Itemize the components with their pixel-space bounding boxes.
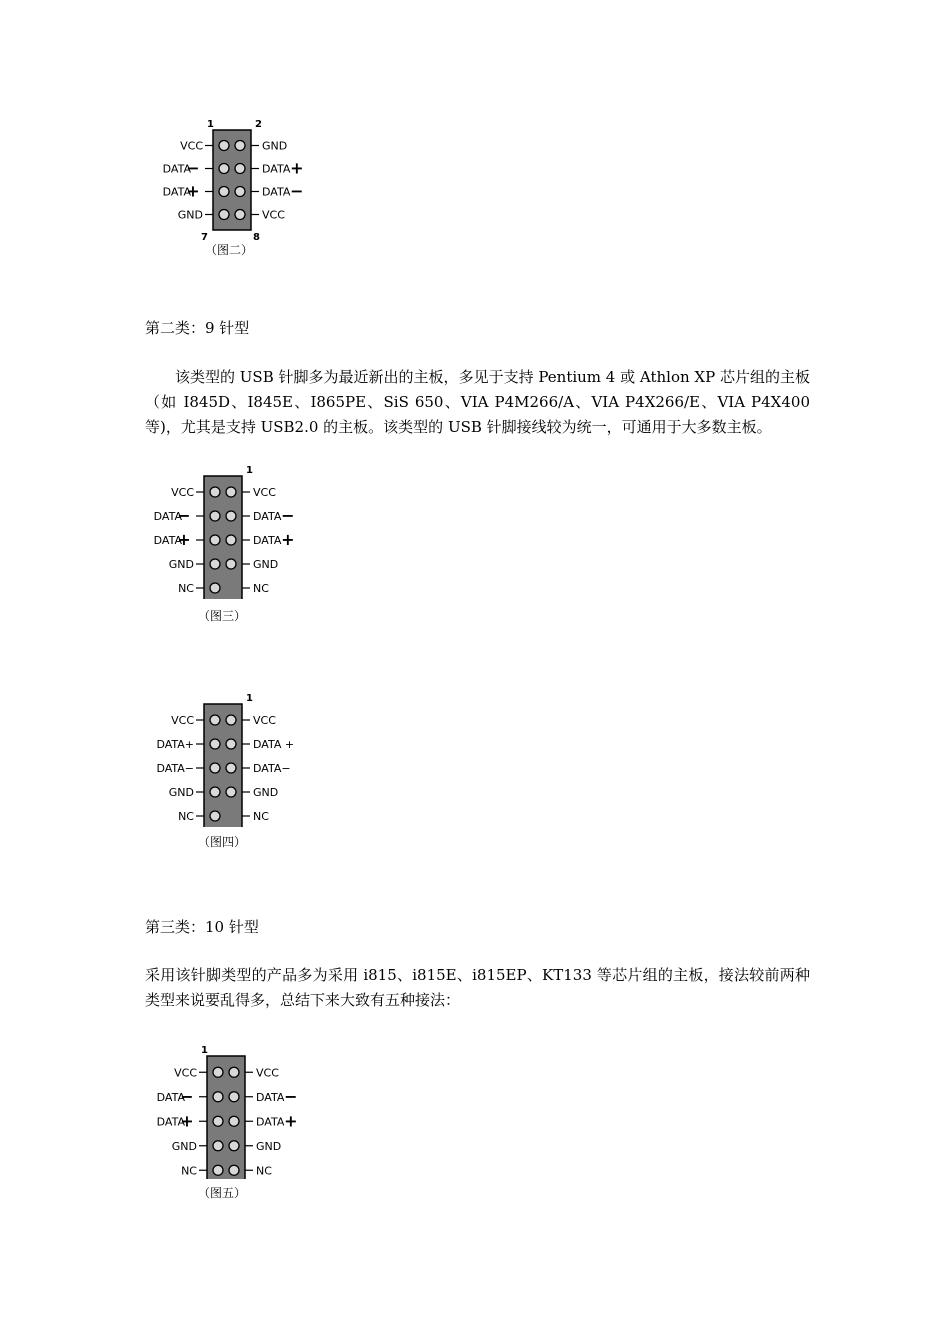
- figure-2-caption: （图二）: [205, 243, 254, 257]
- pin-left: [210, 787, 220, 797]
- pin-right: [229, 1067, 239, 1077]
- pin-number: 7: [201, 232, 208, 240]
- pin-right: [226, 511, 236, 521]
- header-body: [204, 704, 242, 827]
- pin-left: [213, 1067, 223, 1077]
- figure-5: [140, 1044, 320, 1179]
- pin-label-right: GND: [256, 1139, 282, 1153]
- pin-label-left: GND: [171, 1139, 197, 1153]
- pin-right: [226, 487, 236, 497]
- header-body: [204, 476, 242, 599]
- pin-number: 2: [255, 119, 262, 130]
- pin-label-left: NC: [178, 582, 194, 595]
- pin-label-right: NC: [253, 582, 269, 595]
- pin-sign-left: +: [177, 530, 191, 549]
- pin-left: [210, 763, 220, 773]
- pin-label-right: DATA: [256, 1115, 285, 1129]
- pin-label-right: VCC: [256, 1066, 279, 1080]
- pin-sign-right: −: [284, 1086, 298, 1106]
- pin-left: [210, 739, 220, 749]
- pin-label-left: NC: [181, 1164, 197, 1178]
- pin-right: [229, 1165, 239, 1175]
- pin-left: [210, 583, 220, 593]
- pin-left: [210, 535, 220, 545]
- pin-left: [210, 559, 220, 569]
- pin-left: [219, 187, 229, 197]
- pin-label-right: DATA: [256, 1090, 285, 1104]
- pin-sign-right: +: [284, 1111, 298, 1131]
- pin-label-left: VCC: [180, 139, 203, 153]
- pin-label-right: DATA: [253, 510, 282, 523]
- pin-sign-right: +: [290, 158, 304, 178]
- figure-4: [140, 692, 320, 827]
- pin-label-left: DATA: [153, 510, 182, 523]
- pin-label-left: VCC: [171, 486, 194, 499]
- pin-left: [210, 487, 220, 497]
- figure-3: [140, 464, 320, 599]
- pin-number: 1: [207, 119, 214, 130]
- pin-label-left: DATA+: [156, 738, 194, 751]
- pin-right: [226, 739, 236, 749]
- pin-label-left: GND: [168, 558, 194, 571]
- pin-label-right: DATA−: [253, 762, 291, 775]
- pin-right: [235, 210, 245, 220]
- pin-label-right: GND: [253, 786, 279, 799]
- pin-right: [229, 1092, 239, 1102]
- pin-number: 1: [201, 1045, 208, 1056]
- pin-label-right: NC: [256, 1164, 272, 1178]
- figure-3-caption: （图三）: [198, 609, 247, 623]
- pin-right: [226, 535, 236, 545]
- pin-sign-right: −: [281, 506, 295, 525]
- pin-header-diagram-fig3: [140, 464, 320, 599]
- pin-left: [210, 511, 220, 521]
- pin-sign-left: −: [180, 1086, 194, 1106]
- pin-label-right: VCC: [253, 486, 276, 499]
- pin-label-right: DATA: [262, 185, 291, 199]
- pin-left: [210, 811, 220, 821]
- section-2-heading: 第二类：9 针型: [145, 319, 250, 337]
- pin-right: [229, 1116, 239, 1126]
- pin-left: [213, 1116, 223, 1126]
- pin-right: [235, 141, 245, 151]
- pin-sign-left: −: [186, 158, 200, 178]
- figure-2: [140, 115, 320, 240]
- section-3-heading: 第三类：10 针型: [145, 918, 259, 936]
- section-2-paragraph: 该类型的 USB 针脚多为最近新出的主板，多见于支持 Pentium 4 或 Athlon XP 芯片组的主板（如 I845D、I845E、I865PE、SiS 650、VIA P4M266/A、VIA P4X266/E、VIA P4X400 等)，尤其是支持 USB2.0 的主板。该类型的 USB 针脚接线较为统一，可通用于大多数主板。: [145, 368, 810, 436]
- section-3-paragraph: 采用该针脚类型的产品多为采用 i815、i815E、i815EP、KT133 等芯片组的主板，接法较前两种类型来说要乱得多，总结下来大致有五种接法：: [145, 966, 810, 1009]
- pin-number: 1: [246, 693, 253, 704]
- pin-label-left: DATA: [156, 1115, 185, 1129]
- pin-header-diagram-fig5: [140, 1044, 320, 1179]
- pin-right: [229, 1141, 239, 1151]
- pin-label-left: GND: [168, 786, 194, 799]
- pin-label-left: DATA: [156, 1090, 185, 1104]
- pin-right: [226, 787, 236, 797]
- figure-4-caption: （图四）: [198, 835, 247, 849]
- pin-right: [226, 559, 236, 569]
- pin-label-right: DATA: [253, 534, 282, 547]
- pin-label-right: GND: [262, 139, 288, 153]
- pin-sign-right: +: [281, 530, 295, 549]
- pin-left: [213, 1165, 223, 1175]
- pin-label-left: VCC: [174, 1066, 197, 1080]
- pin-sign-left: +: [186, 181, 200, 201]
- pin-right: [235, 187, 245, 197]
- pin-left: [210, 715, 220, 725]
- pin-left: [219, 210, 229, 220]
- pin-sign-left: −: [177, 506, 191, 525]
- pin-label-right: VCC: [262, 208, 285, 222]
- pin-label-left: VCC: [171, 714, 194, 727]
- pin-label-left: NC: [178, 810, 194, 823]
- pin-label-right: VCC: [253, 714, 276, 727]
- pin-label-left: DATA: [162, 185, 191, 199]
- pin-right: [226, 763, 236, 773]
- pin-sign-right: −: [290, 181, 304, 201]
- pin-right: [226, 715, 236, 725]
- pin-label-right: NC: [253, 810, 269, 823]
- pin-left: [219, 141, 229, 151]
- pin-label-left: DATA: [162, 162, 191, 176]
- pin-number: 1: [246, 465, 253, 476]
- header-body: [207, 1056, 245, 1179]
- pin-sign-left: +: [180, 1111, 194, 1131]
- pin-label-left: DATA: [153, 534, 182, 547]
- pin-label-right: DATA +: [253, 738, 295, 751]
- pin-header-diagram-fig2: [140, 115, 320, 240]
- pin-label-right: GND: [253, 558, 279, 571]
- pin-right: [235, 164, 245, 174]
- pin-label-left: DATA−: [156, 762, 194, 775]
- pin-left: [219, 164, 229, 174]
- pin-left: [213, 1141, 223, 1151]
- figure-5-caption: （图五）: [198, 1186, 247, 1200]
- pin-number: 8: [253, 232, 260, 240]
- pin-label-right: DATA: [262, 162, 291, 176]
- pin-header-diagram-fig4: [140, 692, 320, 827]
- pin-left: [213, 1092, 223, 1102]
- pin-label-left: GND: [177, 208, 203, 222]
